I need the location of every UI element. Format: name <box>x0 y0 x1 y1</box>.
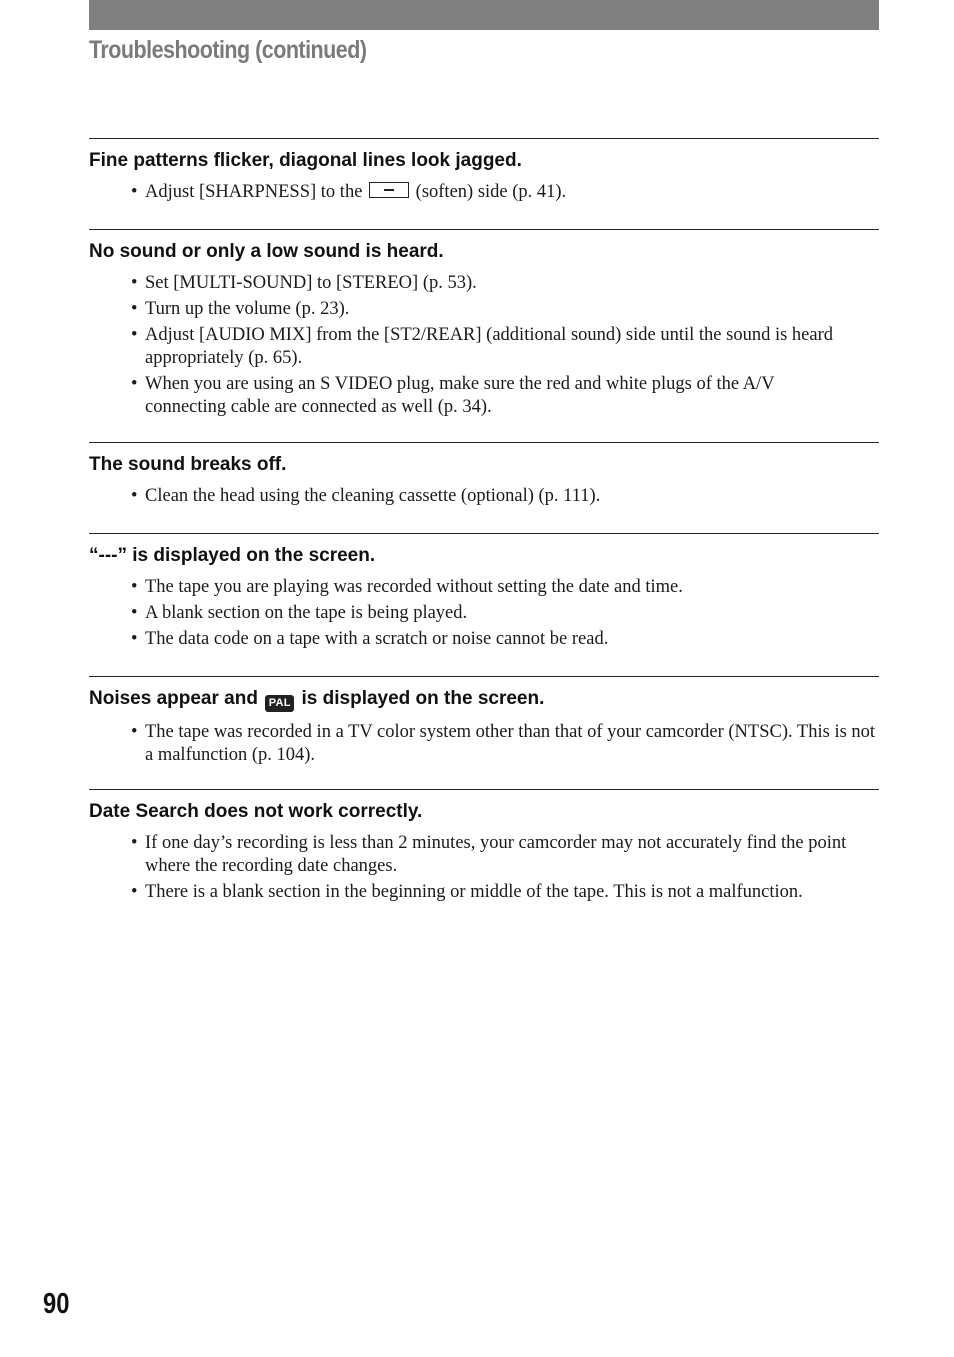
bullet-list <box>89 181 879 204</box>
bullet-list <box>89 832 879 904</box>
section-heading: Date Search does not work correctly. <box>89 801 423 822</box>
section-heading: The sound breaks off. <box>89 454 287 475</box>
list-item: • Adjust [SHARPNESS] to the (soften) side (p. 41). <box>145 181 879 204</box>
list-item: • When you are using an S VIDEO plug, make sure the red and white plugs of the A/V connecting cable are connected as well (p. 34). <box>145 373 879 419</box>
list-item: • The tape you are playing was recorded without setting the date and time. <box>145 576 879 599</box>
list-item: • The tape was recorded in a TV color system other than that of your camcorder (NTSC). This is not a malfunction (p. 104). <box>145 721 879 767</box>
list-item: • Adjust [AUDIO MIX] from the [ST2/REAR] (additional sound) side until the sound is heard appropriately (p. 65). <box>145 324 879 370</box>
section-sound-breaks <box>89 442 879 511</box>
list-item: • A blank section on the tape is being played. <box>145 602 879 625</box>
bullet-list <box>89 576 879 651</box>
bullet-list <box>89 485 879 508</box>
section-heading: Noises appear and PAL is displayed on the screen. <box>89 688 879 712</box>
bullet-list <box>89 272 879 419</box>
list-item: • There is a blank section in the beginning or middle of the tape. This is not a malfunction. <box>145 881 879 904</box>
page-title: Troubleshooting (continued) <box>89 36 367 64</box>
section-heading: No sound or only a low sound is heard. <box>89 241 444 262</box>
section-pal-noises <box>89 676 879 770</box>
pal-badge-icon: PAL <box>265 695 294 712</box>
section-dashes-displayed <box>89 533 879 654</box>
list-item: • Turn up the volume (p. 23). <box>145 298 879 321</box>
minus-box-icon <box>369 182 409 198</box>
section-heading: Fine patterns flicker, diagonal lines look jagged. <box>89 150 522 171</box>
section-no-sound <box>89 229 879 422</box>
section-fine-patterns <box>89 138 879 207</box>
bullet-list <box>89 721 879 767</box>
list-item: • Set [MULTI-SOUND] to [STEREO] (p. 53). <box>145 272 879 295</box>
page-number: 90 <box>43 1288 70 1320</box>
section-date-search <box>89 789 879 907</box>
list-item: • Clean the head using the cleaning cassette (optional) (p. 111). <box>145 485 879 508</box>
header-bar <box>89 0 879 30</box>
list-item: • If one day’s recording is less than 2 minutes, your camcorder may not accurately find the point where the recording date changes. <box>145 832 879 878</box>
list-item: • The data code on a tape with a scratch or noise cannot be read. <box>145 628 879 651</box>
section-heading: “---” is displayed on the screen. <box>89 545 376 566</box>
